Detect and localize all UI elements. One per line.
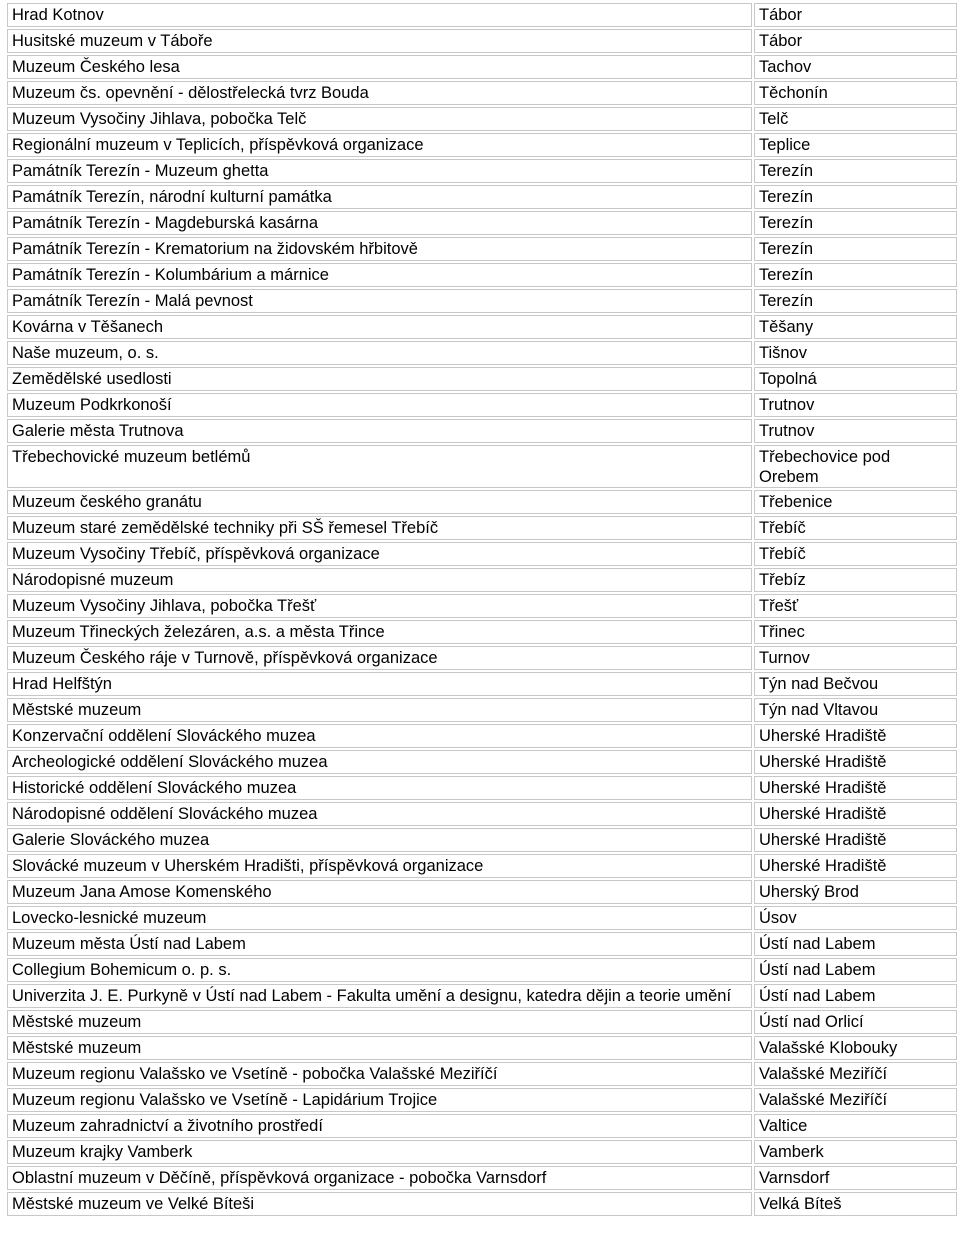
museum-list-page xyxy=(5,1,959,1218)
museum-name-cell: Muzeum českého granátu xyxy=(7,490,752,514)
museum-name-cell: Muzeum Vysočiny Jihlava, pobočka Třešť xyxy=(7,594,752,618)
city-cell: Ústí nad Orlicí xyxy=(754,1010,957,1034)
table-row xyxy=(7,906,957,930)
museum-name-cell: Muzeum Podkrkonoší xyxy=(7,393,752,417)
table-row xyxy=(7,620,957,644)
city-cell: Valašské Meziříčí xyxy=(754,1088,957,1112)
table-row xyxy=(7,1192,957,1216)
table-row xyxy=(7,594,957,618)
city-cell: Terezín xyxy=(754,159,957,183)
city-cell: Třebenice xyxy=(754,490,957,514)
museum-name-cell: Regionální muzeum v Teplicích, příspěvková organizace xyxy=(7,133,752,157)
museum-name-cell: Muzeum zahradnictví a životního prostředí xyxy=(7,1114,752,1138)
table-row xyxy=(7,29,957,53)
city-cell: Valašské Meziříčí xyxy=(754,1062,957,1086)
museum-name-cell: Lovecko-lesnické muzeum xyxy=(7,906,752,930)
museum-name-cell: Slovácké muzeum v Uherském Hradišti, příspěvková organizace xyxy=(7,854,752,878)
museum-name-cell: Památník Terezín - Muzeum ghetta xyxy=(7,159,752,183)
city-cell: Uherské Hradiště xyxy=(754,802,957,826)
table-row xyxy=(7,419,957,443)
city-cell: Třebíč xyxy=(754,516,957,540)
city-cell: Úsov xyxy=(754,906,957,930)
museum-name-cell: Collegium Bohemicum o. p. s. xyxy=(7,958,752,982)
city-cell: Varnsdorf xyxy=(754,1166,957,1190)
city-cell: Tábor xyxy=(754,3,957,27)
museum-name-cell: Hrad Helfštýn xyxy=(7,672,752,696)
city-cell: Topolná xyxy=(754,367,957,391)
museum-name-cell: Památník Terezín - Kolumbárium a márnice xyxy=(7,263,752,287)
city-cell: Terezín xyxy=(754,237,957,261)
table-row xyxy=(7,1166,957,1190)
city-cell: Vamberk xyxy=(754,1140,957,1164)
museum-name-cell: Památník Terezín - Magdeburská kasárna xyxy=(7,211,752,235)
table-row xyxy=(7,1062,957,1086)
museum-table xyxy=(5,1,959,1218)
museum-name-cell: Muzeum regionu Valašsko ve Vsetíně - pobočka Valašské Meziříčí xyxy=(7,1062,752,1086)
table-row xyxy=(7,802,957,826)
city-cell: Uherské Hradiště xyxy=(754,776,957,800)
city-cell: Terezín xyxy=(754,185,957,209)
table-row xyxy=(7,1010,957,1034)
city-cell: Ústí nad Labem xyxy=(754,958,957,982)
city-cell: Valtice xyxy=(754,1114,957,1138)
table-row xyxy=(7,81,957,105)
city-cell: Telč xyxy=(754,107,957,131)
table-row xyxy=(7,568,957,592)
museum-name-cell: Třebechovické muzeum betlémů xyxy=(7,445,752,488)
table-row xyxy=(7,55,957,79)
museum-name-cell: Oblastní muzeum v Děčíně, příspěvková organizace - pobočka Varnsdorf xyxy=(7,1166,752,1190)
table-row xyxy=(7,1088,957,1112)
museum-name-cell: Muzeum Jana Amose Komenského xyxy=(7,880,752,904)
city-cell: Třinec xyxy=(754,620,957,644)
table-row xyxy=(7,646,957,670)
museum-name-cell: Husitské muzeum v Táboře xyxy=(7,29,752,53)
table-row xyxy=(7,776,957,800)
city-cell: Trutnov xyxy=(754,393,957,417)
city-cell: Týn nad Bečvou xyxy=(754,672,957,696)
city-cell: Velká Bíteš xyxy=(754,1192,957,1216)
museum-name-cell: Národopisné muzeum xyxy=(7,568,752,592)
museum-name-cell: Konzervační oddělení Slováckého muzea xyxy=(7,724,752,748)
museum-name-cell: Městské muzeum xyxy=(7,1036,752,1060)
city-cell: Týn nad Vltavou xyxy=(754,698,957,722)
museum-table-body xyxy=(7,3,957,1216)
museum-name-cell: Památník Terezín - Malá pevnost xyxy=(7,289,752,313)
city-cell: Terezín xyxy=(754,263,957,287)
museum-name-cell: Archeologické oddělení Slováckého muzea xyxy=(7,750,752,774)
table-row xyxy=(7,159,957,183)
museum-name-cell: Muzeum Vysočiny Třebíč, příspěvková organizace xyxy=(7,542,752,566)
table-row xyxy=(7,315,957,339)
table-row xyxy=(7,698,957,722)
city-cell: Trutnov xyxy=(754,419,957,443)
museum-name-cell: Univerzita J. E. Purkyně v Ústí nad Labem - Fakulta umění a designu, katedra dějin a teorie umění xyxy=(7,984,752,1008)
city-cell: Terezín xyxy=(754,211,957,235)
table-row xyxy=(7,263,957,287)
table-row xyxy=(7,958,957,982)
table-row xyxy=(7,1114,957,1138)
museum-name-cell: Galerie města Trutnova xyxy=(7,419,752,443)
museum-name-cell: Muzeum Českého ráje v Turnově, příspěvková organizace xyxy=(7,646,752,670)
table-row xyxy=(7,3,957,27)
table-row xyxy=(7,880,957,904)
museum-name-cell: Kovárna v Těšanech xyxy=(7,315,752,339)
city-cell: Uherský Brod xyxy=(754,880,957,904)
museum-name-cell: Památník Terezín - Krematorium na židovském hřbitově xyxy=(7,237,752,261)
museum-name-cell: Naše muzeum, o. s. xyxy=(7,341,752,365)
table-row xyxy=(7,854,957,878)
museum-name-cell: Městské muzeum xyxy=(7,1010,752,1034)
table-row xyxy=(7,341,957,365)
table-row xyxy=(7,984,957,1008)
museum-name-cell: Muzeum Vysočiny Jihlava, pobočka Telč xyxy=(7,107,752,131)
table-row xyxy=(7,237,957,261)
museum-name-cell: Muzeum krajky Vamberk xyxy=(7,1140,752,1164)
city-cell: Třebíz xyxy=(754,568,957,592)
museum-name-cell: Městské muzeum xyxy=(7,698,752,722)
city-cell: Třebíč xyxy=(754,542,957,566)
city-cell: Těchonín xyxy=(754,81,957,105)
museum-name-cell: Muzeum čs. opevnění - dělostřelecká tvrz Bouda xyxy=(7,81,752,105)
table-row xyxy=(7,1036,957,1060)
table-row xyxy=(7,445,957,488)
table-row xyxy=(7,932,957,956)
table-row xyxy=(7,211,957,235)
museum-name-cell: Městské muzeum ve Velké Bíteši xyxy=(7,1192,752,1216)
table-row xyxy=(7,516,957,540)
city-cell: Tachov xyxy=(754,55,957,79)
museum-name-cell: Muzeum regionu Valašsko ve Vsetíně - Lapidárium Trojice xyxy=(7,1088,752,1112)
table-row xyxy=(7,133,957,157)
table-row xyxy=(7,542,957,566)
city-cell: Teplice xyxy=(754,133,957,157)
city-cell: Uherské Hradiště xyxy=(754,854,957,878)
table-row xyxy=(7,393,957,417)
table-row xyxy=(7,750,957,774)
museum-name-cell: Zemědělské usedlosti xyxy=(7,367,752,391)
museum-name-cell: Národopisné oddělení Slováckého muzea xyxy=(7,802,752,826)
table-row xyxy=(7,724,957,748)
city-cell: Uherské Hradiště xyxy=(754,828,957,852)
city-cell: Tišnov xyxy=(754,341,957,365)
table-row xyxy=(7,1140,957,1164)
city-cell: Uherské Hradiště xyxy=(754,724,957,748)
city-cell: Ústí nad Labem xyxy=(754,932,957,956)
museum-name-cell: Památník Terezín, národní kulturní památka xyxy=(7,185,752,209)
museum-name-cell: Muzeum staré zemědělské techniky při SŠ řemesel Třebíč xyxy=(7,516,752,540)
city-cell: Těšany xyxy=(754,315,957,339)
city-cell: Terezín xyxy=(754,289,957,313)
table-row xyxy=(7,490,957,514)
museum-name-cell: Hrad Kotnov xyxy=(7,3,752,27)
city-cell: Valašské Klobouky xyxy=(754,1036,957,1060)
museum-name-cell: Historické oddělení Slováckého muzea xyxy=(7,776,752,800)
city-cell: Tábor xyxy=(754,29,957,53)
museum-name-cell: Galerie Slováckého muzea xyxy=(7,828,752,852)
table-row xyxy=(7,672,957,696)
table-row xyxy=(7,107,957,131)
city-cell: Ústí nad Labem xyxy=(754,984,957,1008)
city-cell: Uherské Hradiště xyxy=(754,750,957,774)
museum-name-cell: Muzeum Českého lesa xyxy=(7,55,752,79)
table-row xyxy=(7,367,957,391)
table-row xyxy=(7,185,957,209)
table-row xyxy=(7,289,957,313)
museum-name-cell: Muzeum města Ústí nad Labem xyxy=(7,932,752,956)
city-cell: Třešť xyxy=(754,594,957,618)
museum-name-cell: Muzeum Třineckých železáren, a.s. a města Třince xyxy=(7,620,752,644)
city-cell: Turnov xyxy=(754,646,957,670)
table-row xyxy=(7,828,957,852)
city-cell: Třebechovice pod Orebem xyxy=(754,445,957,488)
